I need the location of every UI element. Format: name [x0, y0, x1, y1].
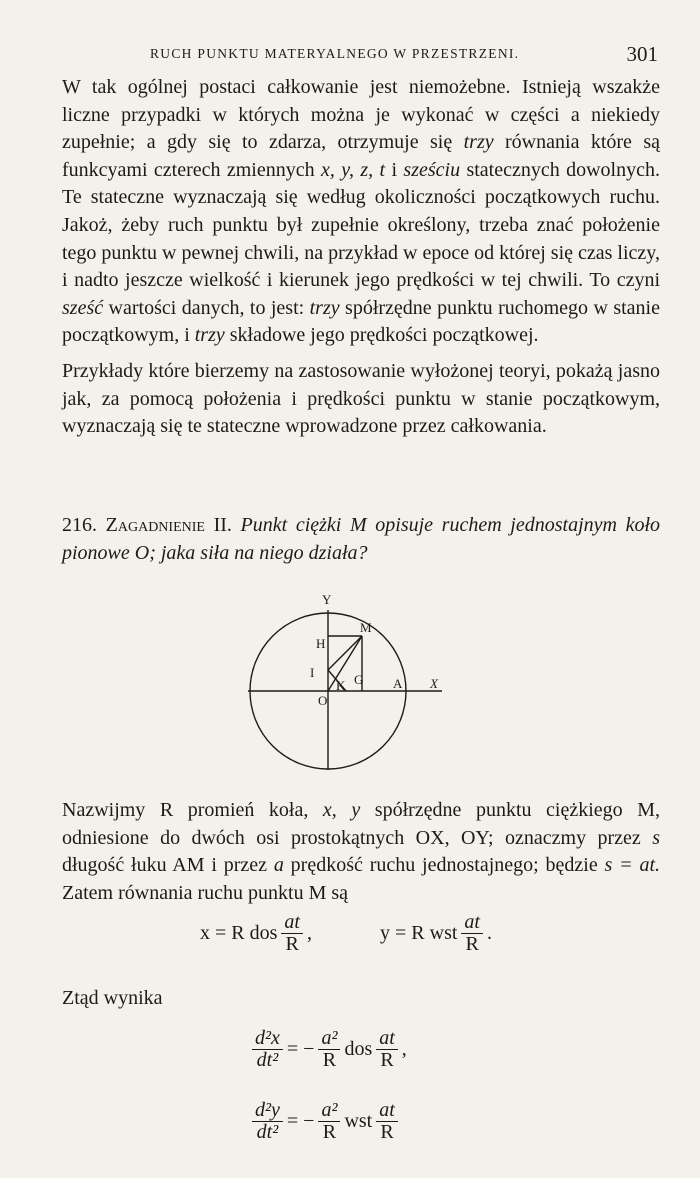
paragraph-hence: Ztąd wynika [62, 987, 163, 1009]
eq3-derivative [252, 1028, 283, 1071]
p1-italic-szesciu: sześciu [403, 158, 461, 181]
p4-text-a: Nazwijmy R promień koła, [62, 799, 323, 821]
eq3-num1: d²x [252, 1028, 283, 1050]
p4-s-eq: s = at. [604, 854, 661, 877]
p4-text-b: spółrzędne punktu ciężkiego M, odniesione do dwóch osi prostokątnych OX, OY; oznaczmy przez [62, 799, 661, 849]
p1-text-d: statecznych dowolnych. Te stateczne wyznaczają się według okoliczności początkowych ruchu. Jakoż, żeby ruch punktu był zupełnie określony, trzeba znać położenie tego punktu w pewnej chwili, na przykład w epoce od której się czas liczy, i nadto jeszcze wielkość i kierunek jego prędkości w tej chwili. To czyni [62, 158, 660, 292]
eq2-num: at [461, 912, 483, 934]
equation-x [200, 912, 312, 955]
p1-text-c: i [385, 158, 404, 181]
p4-text-c: długość łuku AM i przez [62, 854, 274, 877]
running-head: RUCH PUNKTU MATERYALNEGO W PRZESTRZENI. [150, 46, 520, 61]
eq3-mid: = − [286, 1038, 315, 1060]
problem-label: Zagadnienie II. [105, 514, 232, 536]
p4-text-e: Zatem równania ruchu punktu M są [62, 881, 349, 904]
label-a: A [393, 676, 403, 691]
p1-variables: x, y, z, t [321, 158, 386, 181]
p1-text-e: wartości danych, to jest: [103, 296, 310, 319]
eq3-coef [318, 1028, 340, 1071]
p1-italic-trzy-3: trzy [194, 324, 225, 347]
p1-italic-szesc: sześć [62, 296, 104, 319]
equation-d2x [248, 1028, 407, 1071]
p1-text-b: równania które są funkcyami czterech zmiennych [62, 131, 660, 181]
eq3-den2: R [322, 1049, 337, 1071]
eq2-den: R [465, 933, 479, 955]
circle-diagram [240, 590, 480, 780]
eq4-num3: at [376, 1100, 398, 1122]
eq3-tail: , [401, 1038, 407, 1060]
eq3-den1: dt² [256, 1049, 279, 1071]
equation-y [380, 912, 492, 955]
paragraph-examples: Przykłady które bierzemy na zastosowanie wyłożonej teoryi, pokażą jasno jak, za pomocą położenia i prędkości punktu w stanie początkowym, wyznaczają się te stateczne wprowadzone przez całkowania. [62, 360, 660, 438]
problem-statement [62, 512, 660, 567]
p1-text-g: składowe jego prędkości początkowej. [224, 324, 539, 347]
eq3-num3: at [376, 1028, 398, 1050]
paragraph-integration [62, 74, 660, 350]
problem-text: Punkt ciężki M opisuje ruchem jednostajnym koło pionowe O; jaka siła na niego działa? [62, 514, 661, 564]
eq3-den3: R [380, 1049, 394, 1071]
page-number: 301 [626, 42, 658, 66]
p4-s: s [652, 826, 660, 849]
eq4-num1: d²y [252, 1100, 283, 1122]
equation-d2y [248, 1100, 402, 1143]
p4-xy: x, y [322, 799, 361, 821]
label-m: M [360, 620, 372, 635]
eq3-arg [376, 1028, 398, 1071]
page-header [60, 42, 660, 66]
eq4-coef [318, 1100, 340, 1143]
eq4-arg [376, 1100, 398, 1143]
eq3-num2: a² [318, 1028, 340, 1050]
eq4-den1: dt² [256, 1121, 279, 1143]
label-o: O [318, 693, 328, 708]
eq1-den: R [285, 933, 299, 955]
diagram-force-mi [328, 636, 362, 670]
problem-number: 216. [62, 514, 97, 536]
label-y: Y [322, 592, 332, 607]
eq4-func: wst [344, 1110, 373, 1132]
eq2-fraction [461, 912, 483, 955]
eq4-den3: R [380, 1121, 394, 1143]
eq1-tail: , [306, 922, 312, 944]
eq1-lhs: x = R dos [200, 922, 278, 944]
eq3-func: dos [344, 1038, 373, 1060]
p4-text-d: prędkość ruchu jednostajnego; będzie [283, 854, 605, 877]
p4-a: a [273, 854, 284, 877]
p1-text-f: spółrzędne punktu ruchomego w stanie początkowym, i [62, 296, 660, 347]
eq1-num: at [281, 912, 303, 934]
label-g: G [354, 672, 364, 687]
label-x: X [430, 676, 438, 691]
eq2-tail: . [486, 922, 492, 944]
eq1-fraction [281, 912, 303, 955]
label-h: H [316, 636, 326, 651]
paragraph-notation [62, 797, 660, 907]
label-i: I [310, 665, 315, 680]
p1-text-a: W tak ogólnej postaci całkowanie jest niemożebne. Istnieją wszakże liczne przypadki w których można je wykonać w części a niekiedy zupełnie; a gdy się to zdarza, otrzymuje się [62, 76, 660, 154]
label-k: K [336, 678, 346, 693]
eq4-num2: a² [318, 1100, 340, 1122]
eq4-derivative [252, 1100, 283, 1143]
p1-italic-trzy-2: trzy [309, 296, 340, 319]
eq4-mid: = − [286, 1110, 315, 1132]
p1-italic-trzy: trzy [463, 131, 494, 154]
eq2-lhs: y = R wst [380, 922, 458, 944]
eq4-den2: R [322, 1121, 337, 1143]
